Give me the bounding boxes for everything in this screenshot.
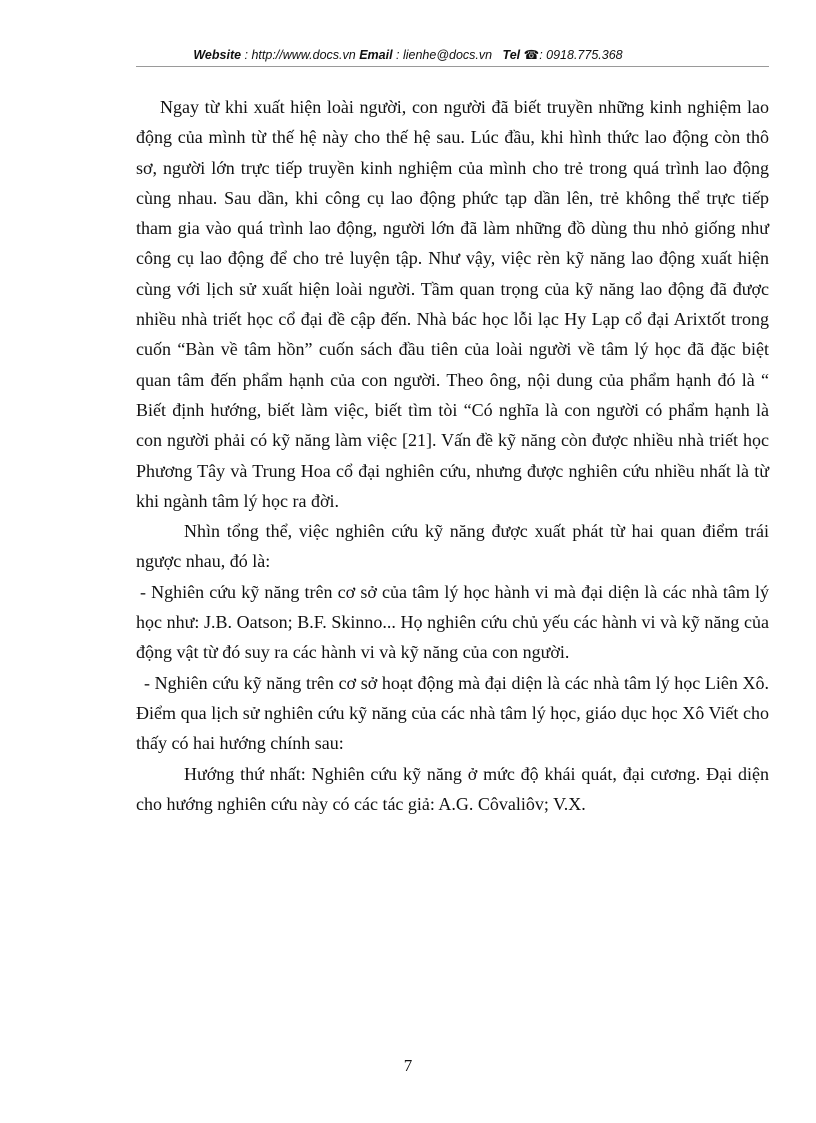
page-number: 7 [403, 1056, 413, 1075]
document-body [136, 92, 769, 819]
website-label: Website [193, 48, 242, 62]
page-header [0, 47, 816, 62]
website-url: : http://www.docs.vn [241, 48, 356, 62]
paragraph-intro: Ngay từ khi xuất hiện loài người, con người đã biết truyền những kinh nghiệm lao động của mình từ thế hệ này cho thế hệ sau. Lúc đầu, khi hình thức lao động còn thô sơ, người lớn trực tiếp truyền kinh nghiệm của mình cho trẻ trong quá trình lao động cùng nhau. Sau dần, khi công cụ lao động phức tạp dần lên, trẻ không thể trực tiếp tham gia vào quá trình lao động, người lớn đã làm những đồ dùng thu nhỏ giống như công cụ lao động để cho trẻ luyện tập. Như vậy, việc rèn kỹ năng lao động xuất hiện cùng với lịch sử xuất hiện loài người. Tầm quan trọng của kỹ năng lao động đã được nhiều nhà triết học cổ đại đề cập đến. Nhà bác học lỗi lạc Hy Lạp cổ đại Arixtốt trong cuốn “Bàn về tâm hồn” cuốn sách đầu tiên của loài người về tâm lý học đã đặc biệt quan tâm đến phẩm hạnh của con người. Theo ông, nội dung của phẩm hạnh đó là “ Biết định hướng, biết làm việc, biết tìm tòi “Có nghĩa là con người có phẩm hạnh là con người phải có kỹ năng làm việc [21]. Vấn đề kỹ năng còn được nhiều nhà triết học Phương Tây và Trung Hoa cổ đại nghiên cứu, nhưng được nghiên cứu nhiều nhất là từ khi ngành tâm lý học ra đời. [136, 97, 769, 511]
paragraph-behaviorism: - Nghiên cứu kỹ năng trên cơ sở của tâm lý học hành vi mà đại diện là các nhà tâm lý học như: J.B. Oatson; B.F. Skinno... Họ nghiên cứu chủ yếu các hành vi và kỹ năng của động vật từ đó suy ra các hành vi và kỹ năng của con người. [136, 581, 769, 663]
phone-icon: ☎ [523, 48, 540, 62]
tel-label: Tel [502, 48, 521, 62]
email-address: : lienhe@docs.vn [392, 48, 493, 62]
paragraph-first-direction: Hướng thứ nhất: Nghiên cứu kỹ năng ở mức độ khái quát, đại cương. Đại diện cho hướng nghiên cứu này có các tác giả: A.G. Côvaliôv; V.X. [136, 763, 769, 814]
paragraph-activity-theory: - Nghiên cứu kỹ năng trên cơ sở hoạt động mà đại diện là các nhà tâm lý học Liên Xô. Điểm qua lịch sử nghiên cứu kỹ năng của các nhà tâm lý học, giáo dục học Xô Viết cho thấy có hai hướng chính sau: [136, 672, 769, 754]
tel-number: : 0918.775.368 [539, 48, 623, 62]
paragraph-overview: Nhìn tổng thể, việc nghiên cứu kỹ năng được xuất phát từ hai quan điểm trái ngược nhau, đó là: [136, 521, 769, 572]
header-divider [136, 66, 769, 67]
email-label: Email [359, 48, 393, 62]
